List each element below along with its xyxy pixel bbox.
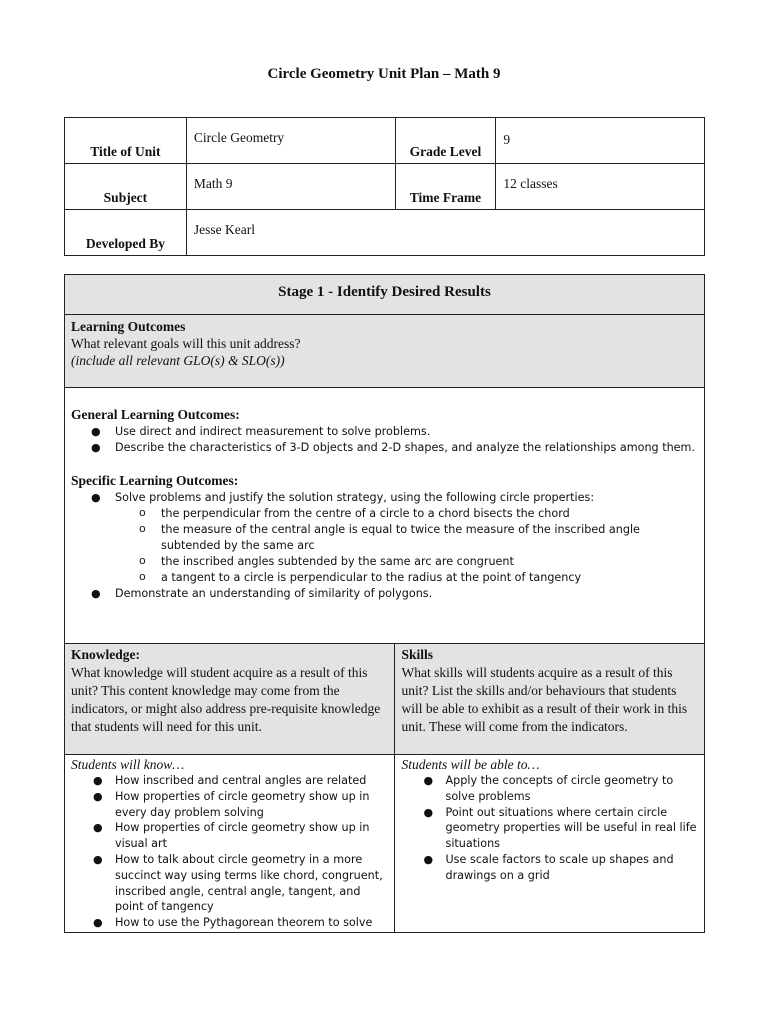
skills-title: Skills [401, 647, 434, 662]
list-item: ● Describe the characteristics of 3-D objects and 2-D shapes, and analyze the relationships among them. [91, 441, 696, 454]
general-outcomes-list [71, 424, 698, 456]
skills-prompt [395, 644, 705, 755]
page-title: Circle Geometry Unit Plan – Math 9 [267, 66, 501, 82]
bullet-icon: ● [91, 491, 101, 504]
knowledge-title: Knowledge: [71, 647, 140, 662]
list-item: ● How properties of circle geometry show up in every day problem solving [93, 789, 370, 819]
list-item: ● How to use the Pythagorean theorem to solve [93, 916, 373, 930]
learning-outcomes-note: (include all relevant GLO(s) & SLO(s)) [71, 353, 285, 368]
bullet-icon: ● [93, 916, 103, 930]
sub-list-item: o a tangent to a circle is perpendicular to the radius at the point of tangency [139, 570, 582, 584]
specific-outcomes-heading: Specific Learning Outcomes: [71, 473, 239, 488]
unit-info-table [64, 117, 705, 256]
circle-properties-list [115, 506, 698, 586]
bullet-icon: ● [93, 774, 103, 787]
title-of-unit-label: Title of Unit [65, 118, 187, 164]
skills-intro: Students will be able to… [401, 757, 540, 772]
sub-list-item: o the perpendicular from the centre of a circle to a chord bisects the chord [139, 506, 570, 520]
grade-level-label: Grade Level [395, 118, 496, 164]
time-frame-value: 12 classes [496, 164, 705, 210]
sub-list-item: o the inscribed angles subtended by the same arc are congruent [139, 554, 514, 568]
bullet-icon: ● [91, 587, 101, 600]
bullet-icon: ● [423, 805, 434, 819]
list-item: ● Use scale factors to scale up shapes and drawings on a grid [423, 852, 674, 882]
unit-info-row [65, 118, 705, 164]
knowledge-content [65, 755, 395, 933]
list-item: ● How to talk about circle geometry in a more succinct way using terms like chord, congruent, inscribed angle, central angle, tangent, and point of tangency [93, 852, 383, 914]
developed-by-label: Developed By [65, 210, 187, 256]
circle-bullet-icon: o [139, 570, 146, 583]
developed-by-value: Jesse Kearl [186, 210, 704, 256]
bullet-icon: ● [423, 852, 434, 866]
list-item: ● Demonstrate an understanding of similarity of polygons. [91, 587, 433, 600]
bullet-icon: ● [91, 425, 101, 438]
stage-1-table [64, 274, 705, 933]
circle-bullet-icon: o [139, 522, 146, 535]
specific-outcomes-list [71, 490, 698, 602]
circle-bullet-icon: o [139, 506, 146, 519]
bullet-icon: ● [423, 774, 434, 787]
list-item: ● Solve problems and justify the solution strategy, using the following circle properties: o the perpendicular from the centre of a circle to a chord bisects the chord o the measure of the central angle is equal to twice the measure of the inscribed angle subtended by the same arc o the inscribed angles subtended by the same arc are congruent o a tangent to a circle is perpendicular to the radius at the point of tangency [71, 490, 698, 586]
skills-list [401, 773, 698, 884]
bullet-icon: ● [93, 821, 103, 835]
general-outcomes-heading: General Learning Outcomes: [71, 407, 240, 422]
skills-description: What skills will students acquire as a result of this unit? List the skills and/or behaviours that students will be able to exhibit as a result of their work in this unit. These will come from the indicators. [401, 665, 688, 734]
list-item: ● How properties of circle geometry show up in visual art [93, 821, 370, 851]
knowledge-list [71, 773, 388, 931]
knowledge-description: What knowledge will student acquire as a result of this unit? This content knowledge may come from the indicators, or might also address pre-requisite knowledge that students will need for this unit. [71, 665, 381, 734]
list-item: ● Point out situations where certain circle geometry properties will be useful in real life situations [423, 805, 697, 851]
list-item: ● Apply the concepts of circle geometry to solve problems [423, 774, 674, 803]
time-frame-label: Time Frame [395, 164, 496, 210]
bullet-icon: ● [91, 441, 101, 454]
subject-label: Subject [65, 164, 187, 210]
bullet-icon: ● [93, 789, 103, 803]
list-item: ● Use direct and indirect measurement to solve problems. [91, 425, 431, 438]
circle-bullet-icon: o [139, 554, 146, 567]
title-of-unit-value: Circle Geometry [186, 118, 395, 164]
sub-list-item: o the measure of the central angle is equal to twice the measure of the inscribed angle subtended by the same arc [139, 522, 640, 552]
unit-info-row [65, 164, 705, 210]
knowledge-prompt [65, 644, 395, 755]
learning-outcomes-prompt [65, 315, 705, 388]
bullet-icon: ● [93, 852, 103, 866]
knowledge-intro: Students will know… [71, 757, 185, 772]
grade-level-value: 9 [496, 118, 705, 164]
unit-info-row [65, 210, 705, 256]
skills-content [395, 755, 705, 933]
learning-outcomes-question: What relevant goals will this unit address? [71, 336, 301, 351]
subject-value: Math 9 [186, 164, 395, 210]
stage-1-heading: Stage 1 - Identify Desired Results [65, 275, 705, 315]
learning-outcomes-title: Learning Outcomes [71, 319, 186, 334]
list-item: ● How inscribed and central angles are related [93, 774, 367, 787]
outcomes-content [65, 388, 705, 644]
